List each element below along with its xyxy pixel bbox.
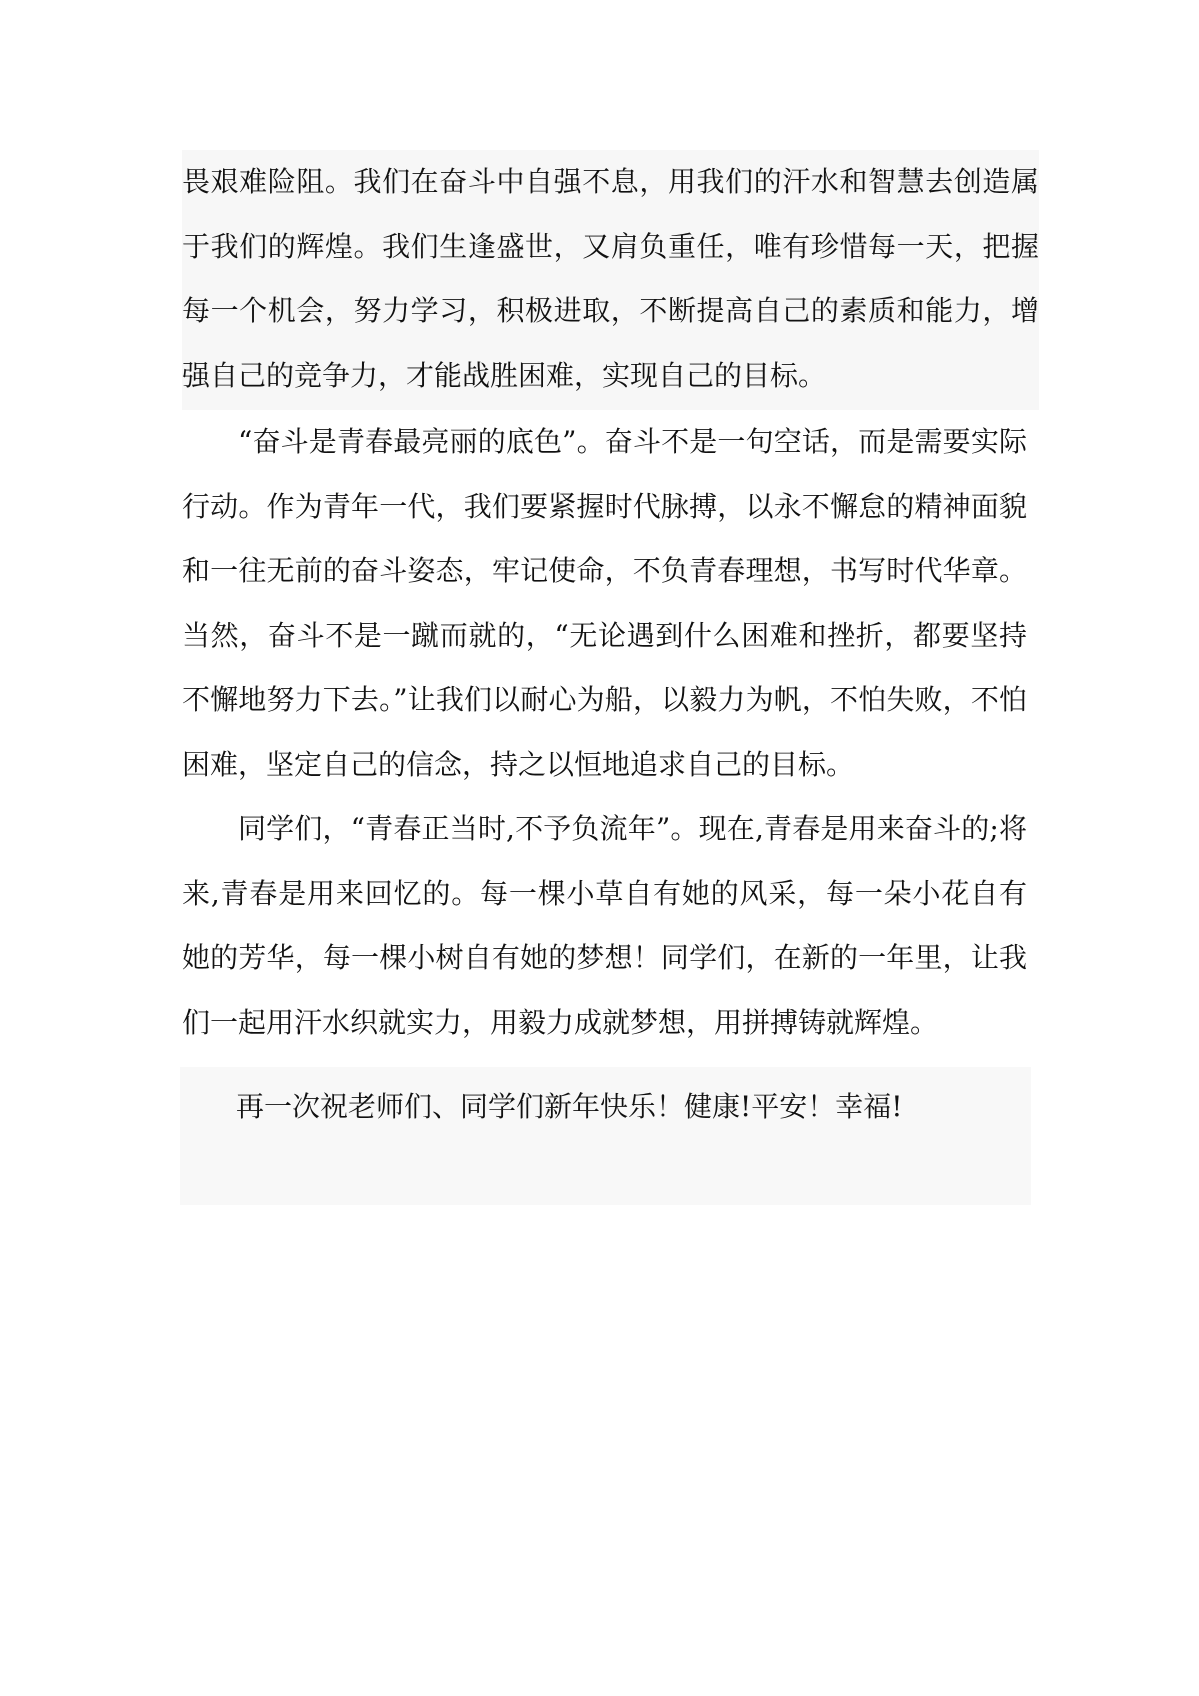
paragraph-1: 畏艰难险阻。我们在奋斗中自强不息，用我们的汗水和智慧去创造属于我们的辉煌。我们生逢盛世，又肩负重任，唯有珍惜每一天，把握每一个机会，努力学习，积极进取，不断提高自己的素质和能力，增强自己的竞争力，才能战胜困难，实现自己的目标。 bbox=[182, 165, 1039, 392]
document-body bbox=[182, 150, 1039, 1205]
paragraph-2: “奋斗是青春最亮丽的底色”。奋斗不是一句空话，而是需要实际行动。作为青年一代，我们要紧握时代脉搏，以永不懈怠的精神面貌和一往无前的奋斗姿态，牢记使命，不负青春理想，书写时代华章。当然，奋斗不是一蹴而就的，“无论遇到什么困难和挫折，都要坚持不懈地努力下去。”让我们以耐心为船，以毅力为帆，不怕失败，不怕困难，坚定自己的信念，持之以恒地追求自己的目标。 bbox=[182, 425, 1027, 781]
paragraph-block-3 bbox=[182, 797, 1027, 1055]
paragraph-block-1 bbox=[182, 150, 1039, 410]
paragraph-3: 同学们，“青春正当时,不予负流年”。现在,青春是用来奋斗的;将来,青春是用来回忆的。每一棵小草自有她的风采，每一朵小花自有她的芳华，每一棵小树自有她的梦想！同学们，在新的一年里，让我们一起用汗水织就实力，用毅力成就梦想，用拼搏铸就辉煌。 bbox=[182, 812, 1027, 1039]
closing-paragraph: 再一次祝老师们、同学们新年快乐！健康!平安！幸福! bbox=[236, 1090, 903, 1123]
paragraph-block-4 bbox=[180, 1067, 1031, 1205]
paragraph-block-2 bbox=[182, 410, 1027, 797]
